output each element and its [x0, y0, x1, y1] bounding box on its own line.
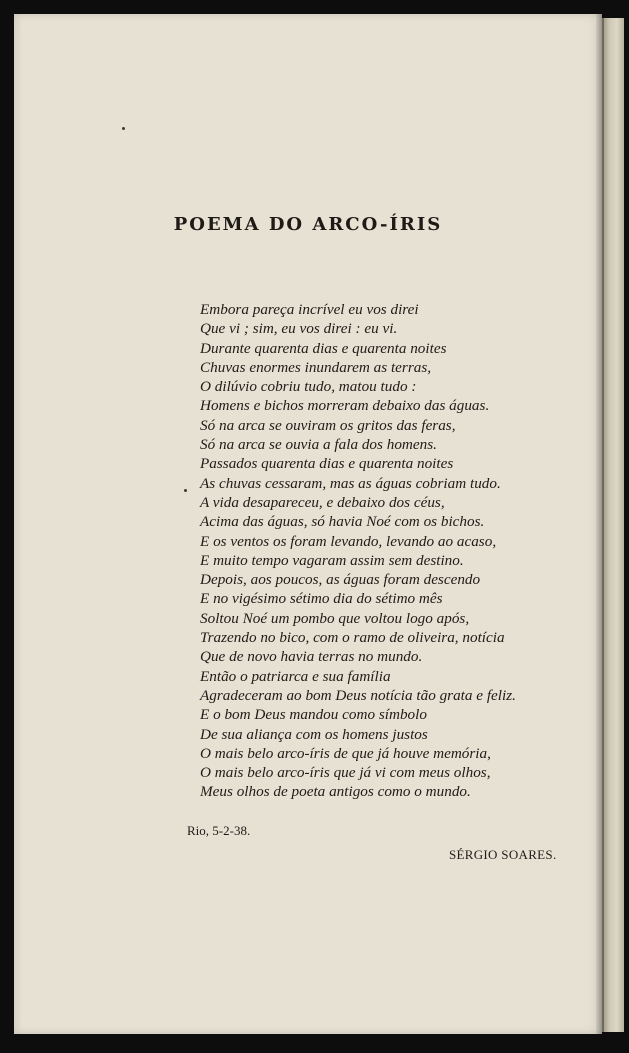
poem-line: Meus olhos de poeta antigos como o mundo. — [200, 783, 471, 801]
poem-line: De sua aliança com os homens justos — [200, 725, 428, 743]
poem-line: Então o patriarca e sua família — [200, 667, 391, 685]
poem-line: As chuvas cessaram, mas as águas cobriam tudo. — [200, 474, 501, 492]
poem-line: Que vi ; sim, eu vos direi : eu vi. — [200, 320, 398, 338]
poem-line: Homens e bichos morreram debaixo das águas. — [200, 397, 490, 415]
poem-line: A vida desapareceu, e debaixo dos céus, — [200, 493, 445, 511]
paper-speck — [184, 489, 187, 492]
page-gutter-shadow — [596, 14, 604, 1034]
author-signature: SÉRGIO SOARES. — [449, 847, 557, 862]
poem-line: E muito tempo vagaram assim sem destino. — [200, 551, 464, 569]
poem-line: Agradeceram ao bom Deus notícia tão grata e feliz. — [200, 686, 516, 704]
poem-line: O mais belo arco-íris que já vi com meus olhos, — [200, 764, 491, 782]
poem-line: E os ventos os foram levando, levando ao acaso, — [200, 532, 497, 550]
poem-line: Chuvas enormes inundarem as terras, — [200, 358, 432, 376]
poem-line: Acima das águas, só havia Noé com os bichos. — [200, 513, 485, 531]
poem-title: POEMA DO ARCO-ÍRIS — [173, 214, 443, 235]
poem-line: O dilúvio cobriu tudo, matou tudo : — [200, 378, 417, 396]
place-date: Rio, 5-2-38. — [187, 823, 251, 838]
poem-line: Só na arca se ouviram os gritos das feras, — [200, 416, 456, 434]
poem-line: Que de novo havia terras no mundo. — [200, 648, 423, 666]
paper-speck — [122, 127, 125, 130]
poem-line: E o bom Deus mandou como símbolo — [200, 706, 427, 724]
poem-line: Embora pareça incrível eu vos direi — [200, 301, 419, 318]
poem-line: Depois, aos poucos, as águas foram descendo — [200, 571, 481, 589]
poem-line: Durante quarenta dias e quarenta noites — [200, 339, 447, 357]
poem-line: Passados quarenta dias e quarenta noites — [200, 455, 454, 473]
poem-line: Trazendo no bico, com o ramo de oliveira, notícia — [200, 629, 505, 647]
poem-line: E no vigésimo sétimo dia do sétimo mês — [200, 590, 443, 608]
poem-line: Só na arca se ouvia a fala dos homens. — [200, 436, 437, 454]
poem-body — [200, 300, 516, 802]
poem-line: Soltou Noé um pombo que voltou logo após, — [200, 609, 470, 627]
poem-line: O mais belo arco-íris de que já houve memória, — [200, 744, 491, 762]
